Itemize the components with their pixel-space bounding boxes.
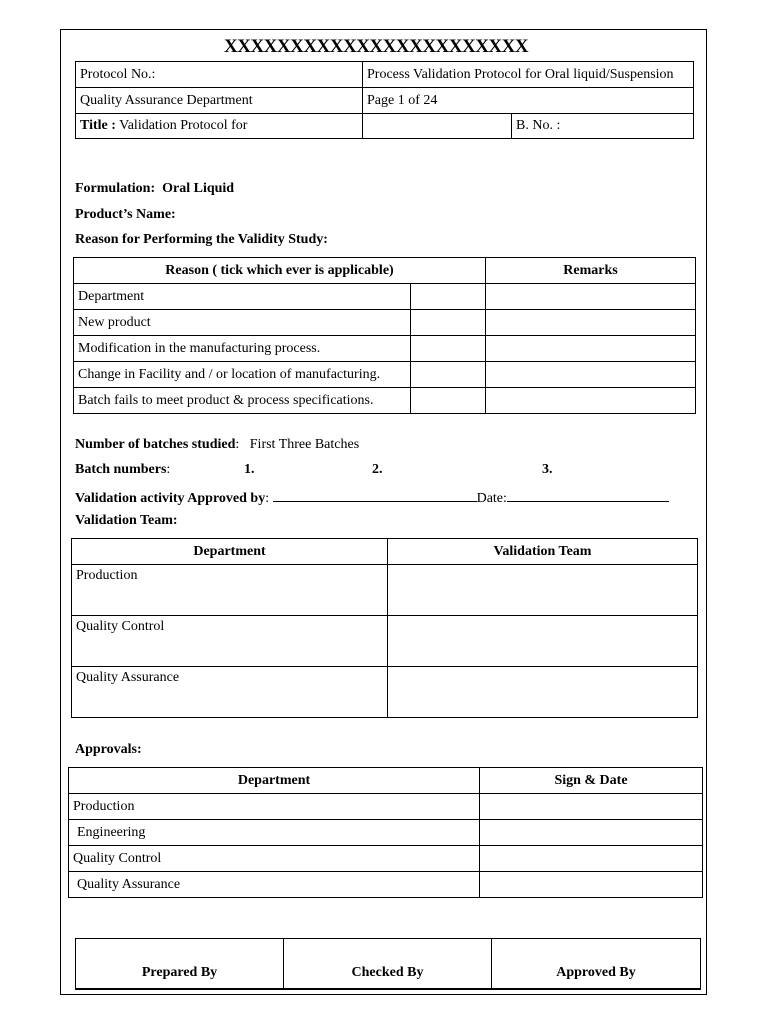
checked-by-cell[interactable]: Checked By [284,939,492,989]
protocol-description: Process Validation Protocol for Oral liquid/Suspension [363,62,694,88]
department-cell: Quality Assurance Department [76,88,363,114]
batch-numbers-line: Batch numbers: [75,462,171,477]
title-cell [76,114,363,139]
tick-box[interactable] [411,336,486,362]
remarks-cell[interactable] [486,388,696,414]
title-label: Title : [80,118,116,133]
remarks-cell[interactable] [486,310,696,336]
remarks-cell[interactable] [486,336,696,362]
team-member-cell[interactable] [388,667,698,718]
reason-row: New product [74,310,411,336]
sign-date-cell[interactable] [480,846,703,872]
protocol-no-label: Protocol No.: [76,62,363,88]
product-name-label: Product’s Name: [75,207,176,222]
page-info: Page 1 of 24 [363,88,694,114]
title-value: Validation Protocol for [119,118,248,133]
batches-studied-label: Number of batches studied [75,437,236,452]
title-blank-cell [363,114,512,139]
sign-date-cell[interactable] [480,872,703,898]
sign-date-cell[interactable] [480,794,703,820]
approvals-heading: Approvals: [75,742,142,757]
approved-by-label: Validation activity Approved by [75,491,266,506]
tick-box[interactable] [411,284,486,310]
team-member-cell[interactable] [388,565,698,616]
approved-by-blank[interactable] [273,487,477,502]
tick-box[interactable] [411,388,486,414]
document-title: XXXXXXXXXXXXXXXXXXXXXXX [224,36,529,57]
formulation-value: Oral Liquid [162,181,235,196]
validation-team-table [71,538,698,718]
batch-number-2: 2. [372,462,383,477]
date-label: Date: [476,491,507,506]
batches-studied-value: First Three Batches [249,437,360,452]
tick-box[interactable] [411,310,486,336]
remarks-cell[interactable] [486,284,696,310]
approval-row: Quality Assurance [69,872,480,898]
approval-row: Quality Control [69,846,480,872]
header-table [75,61,694,139]
reason-row: Batch fails to meet product & process specifications. [74,388,411,414]
formulation-line [75,181,234,197]
reason-heading: Reason for Performing the Validity Study: [75,232,328,247]
team-row: Quality Control [72,616,388,667]
validation-team-heading: Validation Team: [75,513,178,528]
approval-row: Engineering [69,820,480,846]
batches-studied-line: Number of batches studied: First Three Batches [75,437,360,452]
signoff-table [75,938,701,990]
remarks-cell[interactable] [486,362,696,388]
remarks-column-header: Remarks [486,258,696,284]
approvals-table [68,767,703,898]
team-row: Quality Assurance [72,667,388,718]
approved-by-line: Validation activity Approved by: Date: [75,487,669,507]
approvals-sign-header: Sign & Date [480,768,703,794]
reason-row: Department [74,284,411,310]
team-validation-header: Validation Team [388,539,698,565]
approval-row: Production [69,794,480,820]
reason-table [73,257,696,414]
team-row: Production [72,565,388,616]
reason-row: Modification in the manufacturing process. [74,336,411,362]
approvals-department-header: Department [69,768,480,794]
team-department-header: Department [72,539,388,565]
batch-no-label: B. No. : [512,114,694,139]
formulation-label: Formulation: [75,181,156,196]
reason-column-header: Reason ( tick which ever is applicable) [74,258,486,284]
prepared-by-cell[interactable]: Prepared By [76,939,284,989]
tick-box[interactable] [411,362,486,388]
team-member-cell[interactable] [388,616,698,667]
approved-by-cell[interactable]: Approved By [492,939,701,989]
batch-number-1: 1. [244,462,255,477]
date-blank[interactable] [507,487,669,502]
sign-date-cell[interactable] [480,820,703,846]
batch-number-3: 3. [542,462,553,477]
batch-numbers-label: Batch numbers [75,462,167,477]
reason-row: Change in Facility and / or location of manufacturing. [74,362,411,388]
